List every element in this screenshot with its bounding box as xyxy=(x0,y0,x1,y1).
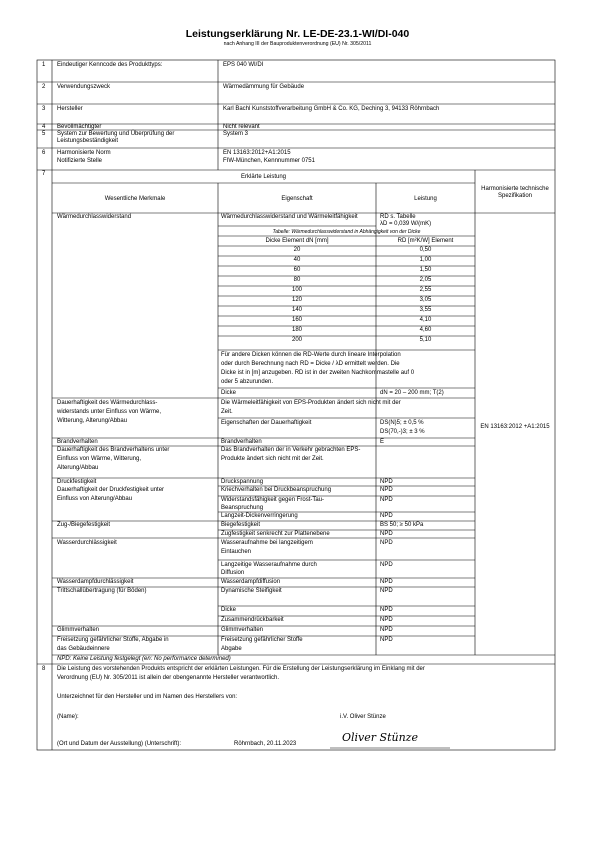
char-comp-durability-1: Dauerhaftigkeit der Druckfestigkeit unter xyxy=(57,487,165,493)
char-water: Wasserdurchlässigkeit xyxy=(57,540,117,546)
prop-fire-durability-2: Produkte ändert sich nicht mit der Zeit. xyxy=(221,456,324,462)
row-8-num: 8 xyxy=(42,666,46,672)
value-long-term: NPD xyxy=(380,513,393,519)
prop-substances-1: Freisetzung gefährlicher Stoffe xyxy=(221,637,303,643)
char-glow: Glimmverhalten xyxy=(57,627,100,633)
prop-bending: Biegefestigkeit xyxy=(221,522,261,528)
value-heat-2: λD = 0,039 W/(mK) xyxy=(380,221,432,227)
prop-water-1b: Eintauchen xyxy=(221,549,252,555)
char-compressive: Druckfestigkeit xyxy=(57,479,97,485)
resistance-value: 4,10 xyxy=(419,317,432,323)
row-6-value2: FIW-München, Kennnummer 0751 xyxy=(223,158,315,164)
thickness-value: 200 xyxy=(291,337,302,343)
prop-water-2b: Diffusion xyxy=(221,570,245,576)
value-dim-2: DS(70,-)3; ± 3 % xyxy=(380,429,425,435)
prop-fire: Brandverhalten xyxy=(221,439,262,445)
row-6-num: 6 xyxy=(42,150,46,156)
row-2-label: Verwendungszweck xyxy=(57,84,111,90)
resistance-value: 2,05 xyxy=(419,277,432,283)
spec-value: EN 13163:2012 +A1:2015 xyxy=(480,424,550,430)
thickness-value: 140 xyxy=(291,307,302,313)
thickness-value: 120 xyxy=(291,297,302,303)
char-fire-durability-2: Einfluss von Wärme, Witterung, xyxy=(57,456,142,462)
char-comp-durability-2: Einfluss von Alterung/Abbau xyxy=(57,496,133,502)
prop-glow: Glimmverhalten xyxy=(221,627,264,633)
value-dim-1: DS(N)5; ± 0,5 % xyxy=(380,420,424,426)
value-thickness: dN = 20 – 200 mm; T(2) xyxy=(380,390,444,396)
row-6-value: EN 13163:2012+A1:2015 xyxy=(223,150,291,156)
char-fire-durability-3: Alterung/Abbau xyxy=(57,465,99,471)
thickness-value: 60 xyxy=(293,267,301,273)
note-line-4: oder 5 abzurunden. xyxy=(221,379,274,385)
prop-long-term: Langzeit-Dickenverringerung xyxy=(221,513,298,519)
declared-performance-header: Erklärte Leistung xyxy=(240,174,287,180)
document-title: Leistungserklärung Nr. LE-DE-23.1-WI/DI-040 xyxy=(185,28,410,40)
row-3-value: Karl Bachl Kunststoffverarbeitung GmbH & Co. KG, Deching 3, 94133 Röhrnbach xyxy=(223,106,440,112)
prop-sound-thickness: Dicke xyxy=(221,607,237,613)
prop-dimensional: Eigenschaften der Dauerhaftigkeit xyxy=(221,420,312,426)
place-value: Röhrnbach, 20.11.2023 xyxy=(234,741,297,747)
row-4-num: 4 xyxy=(42,124,46,130)
prop-compressive: Druckspannung xyxy=(221,479,264,485)
prop-creep: Kriechverhalten bei Druckbeanspruchung xyxy=(221,487,332,493)
row-1-label: Eindeutiger Kenncode des Produkttyps: xyxy=(57,62,163,68)
row-5-num: 5 xyxy=(42,131,46,137)
resistance-value: 2,55 xyxy=(419,287,432,293)
row-6-label2: Notifizierte Stelle xyxy=(57,158,103,164)
value-heat-1: RD s. Tabelle xyxy=(380,214,416,220)
thickness-value: 80 xyxy=(293,277,301,283)
char-durability-2: widerstands unter Einfluss von Wärme, xyxy=(57,409,162,415)
note-line-2: oder durch Berechnung nach RD = Dicke / λD ermittelt werden. Die xyxy=(221,361,400,367)
npd-footnote: NPD: Keine Leistung festgelegt (en: No performance determined) xyxy=(57,656,231,662)
thickness-value: 20 xyxy=(293,247,301,253)
char-fire-durability-1: Dauerhaftigkeit des Brandverhaltens unter xyxy=(57,447,170,453)
value-vapour: NPD xyxy=(380,579,393,585)
prop-heat: Wärmedurchlasswiderstand und Wärmeleitfähigkeit xyxy=(221,214,358,220)
thickness-value: 180 xyxy=(291,327,302,333)
row-5-label: System zur Bewertung und Überprüfung der Leistungsbeständigkeit xyxy=(57,131,175,145)
row-6-label: Harmonisierte Norm xyxy=(57,150,111,156)
prop-frost-2: Beanspruchung xyxy=(221,505,264,511)
value-bending: BS 50; ≥ 50 kPa xyxy=(380,522,424,528)
note-line-3: Dicke ist in [m] anzugeben. RD ist in der zweiten Nachkommastelle auf 0 xyxy=(221,370,415,376)
name-label: (Name): xyxy=(57,714,79,720)
resistance-value: 0,50 xyxy=(419,247,432,253)
value-glow: NPD xyxy=(380,627,393,633)
row-1-num: 1 xyxy=(42,62,46,68)
place-label: (Ort und Datum der Ausstellung) (Unterschrift): xyxy=(57,741,182,747)
value-compressive: NPD xyxy=(380,479,393,485)
row-7-num: 7 xyxy=(42,171,46,177)
resistance-value: 1,00 xyxy=(419,257,432,263)
signed-for: Unterzeichnet für den Hersteller und im Namen des Herstellers von: xyxy=(57,694,238,700)
handwritten-signature: Oliver Stünze xyxy=(342,731,418,744)
prop-tensile: Zugfestigkeit senkrecht zur Plattenebene xyxy=(221,531,330,537)
table-caption: Tabelle: Wärmedurchlasswiderstand in Abhängigkeit von der Dicke xyxy=(272,228,421,235)
char-sound: Trittschallübertragung (für Böden) xyxy=(57,588,147,594)
thickness-value: 160 xyxy=(291,317,302,323)
value-water-1: NPD xyxy=(380,540,393,546)
prop-water-1a: Wasseraufnahme bei langzeitigem xyxy=(221,540,313,546)
char-tensile: Zug-/Biegefestigkeit xyxy=(57,522,111,528)
col-characteristics: Wesentliche Merkmale xyxy=(104,196,166,202)
prop-vapour: Wasserdampfdiffusion xyxy=(221,579,281,585)
char-substances-2: das Gebäudeinnere xyxy=(57,646,110,652)
value-compressibility: NPD xyxy=(380,617,393,623)
char-substances-1: Freisetzung gefährlicher Stoffe, Abgabe in xyxy=(57,637,169,643)
resistance-value: 4,60 xyxy=(419,327,432,333)
document-subtitle: nach Anhang III der Bauproduktenverordnung (EU) Nr. 305/2011 xyxy=(223,41,372,47)
char-heat: Wärmedurchlasswiderstand xyxy=(57,214,132,220)
resistance-value: 5,10 xyxy=(419,337,432,343)
resistance-value: 3,05 xyxy=(419,297,432,303)
value-fire: E xyxy=(380,439,385,445)
value-substances: NPD xyxy=(380,637,393,643)
row-2-value: Wärmedämmung für Gebäude xyxy=(223,84,305,90)
thickness-value: 100 xyxy=(291,287,302,293)
value-sound-thickness: NPD xyxy=(380,607,393,613)
prop-frost-1: Widerstandsfähigkeit gegen Frost-Tau- xyxy=(221,497,325,503)
value-water-2: NPD xyxy=(380,562,393,568)
prop-substances-2: Abgabe xyxy=(221,646,242,652)
note-line-1: Für andere Dicken können die RD-Werte durch lineare Interpolation xyxy=(221,352,401,358)
row-4-value: Nicht relevant xyxy=(223,124,260,130)
value-stiffness: NPD xyxy=(380,588,393,594)
row-3-label: Hersteller xyxy=(57,106,83,112)
char-durability-3: Witterung, Alterung/Abbau xyxy=(57,418,128,424)
prop-water-2a: Langzeitige Wasseraufnahme durch xyxy=(221,562,317,568)
thickness-value: 40 xyxy=(293,257,301,263)
prop-stiffness: Dynamische Steifigkeit xyxy=(221,588,282,594)
table-head-right: RD [m²K/W] Element xyxy=(397,238,454,244)
table-head-left: Dicke Element dN [mm] xyxy=(265,238,329,244)
prop-compressibility: Zusammendrückbarkeit xyxy=(221,617,284,623)
prop-fire-durability-1: Das Brandverhalten der in Verkehr gebrachten EPS- xyxy=(221,447,361,453)
prop-durability-1: Die Wärmeleitfähigkeit von EPS-Produkten ändert sich nicht mit der xyxy=(221,400,401,406)
col-performance: Leistung xyxy=(414,196,437,202)
value-frost: NPD xyxy=(380,497,393,503)
prop-durability-2: Zeit. xyxy=(221,409,233,415)
section8-text-1: Die Leistung des vorstehenden Produkts entspricht der erklärten Leistungen. Für die Erstellung der Leistungserklärung im Einklang mit der xyxy=(57,666,425,672)
row-3-num: 3 xyxy=(42,106,46,112)
value-tensile: NPD xyxy=(380,531,393,537)
col-spec: Harmonisierte technische Spezifikation xyxy=(481,186,549,200)
row-2-num: 2 xyxy=(42,84,46,90)
name-value: i.V. Oliver Stünze xyxy=(340,714,386,720)
value-creep: NPD xyxy=(380,487,393,493)
row-4-label: Bevollmächtigter xyxy=(57,124,102,130)
char-durability-1: Dauerhaftigkeit des Wärmedurchlass- xyxy=(57,400,158,406)
resistance-value: 3,55 xyxy=(419,307,432,313)
section8-text-2: Verordnung (EU) Nr. 305/2011 ist allein der obengenannte Hersteller verantwortlich. xyxy=(57,675,280,681)
resistance-value: 1,50 xyxy=(419,267,432,273)
char-fire: Brandverhalten xyxy=(57,439,98,445)
row-5-value: System 3 xyxy=(223,131,249,137)
char-vapour: Wasserdampfdurchlässigkeit xyxy=(57,579,134,585)
col-property: Eigenschaft xyxy=(281,196,313,202)
prop-thickness: Dicke xyxy=(221,390,237,396)
row-1-value: EPS 040 WI/DI xyxy=(223,62,264,68)
